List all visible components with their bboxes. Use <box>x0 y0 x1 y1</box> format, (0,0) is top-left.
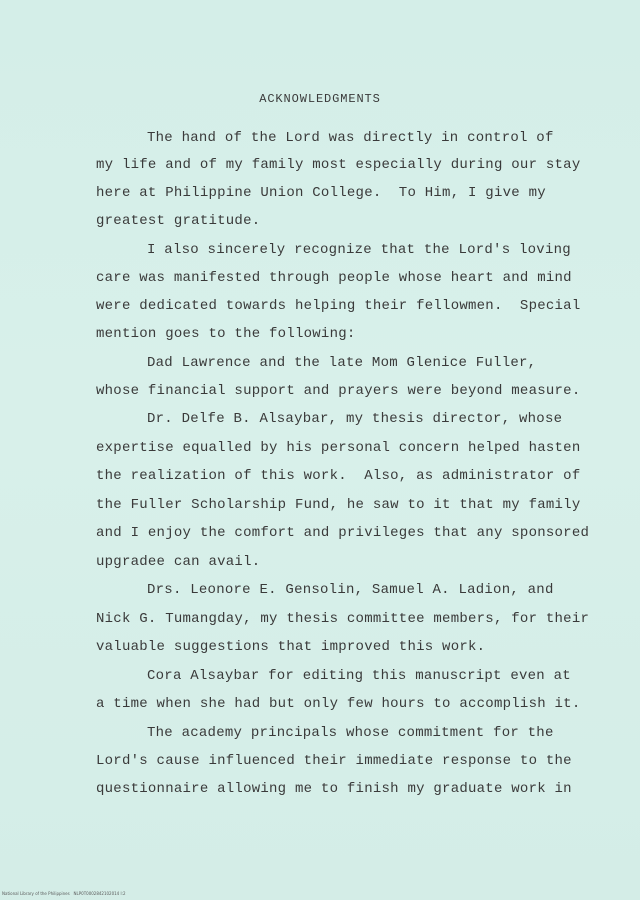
body-line: valuable suggestions that improved this work. <box>96 639 486 655</box>
page-title: ACKNOWLEDGMENTS <box>259 92 381 106</box>
body-line: greatest gratitude. <box>96 213 261 229</box>
body-line: Lord's cause influenced their immediate response to the <box>96 753 572 769</box>
body-line: upgradee can avail. <box>96 554 261 570</box>
body-line: whose financial support and prayers were beyond measure. <box>96 383 581 399</box>
body-line: Drs. Leonore E. Gensolin, Samuel A. Ladion, and <box>147 582 554 598</box>
body-line: a time when she had but only few hours to accomplish it. <box>96 696 581 712</box>
body-line: Cora Alsaybar for editing this manuscript even at <box>147 668 571 684</box>
body-line: mention goes to the following: <box>96 326 356 342</box>
archive-footer: National Library of the Philippines NLP0T0002842102014 l:2 <box>2 891 126 896</box>
body-line: care was manifested through people whose heart and mind <box>96 270 572 286</box>
body-line: were dedicated towards helping their fellowmen. Special <box>96 298 581 314</box>
body-line: the Fuller Scholarship Fund, he saw to it that my family <box>96 497 581 513</box>
body-line: questionnaire allowing me to finish my graduate work in <box>96 781 572 797</box>
body-line: I also sincerely recognize that the Lord's loving <box>147 242 571 258</box>
body-line: The academy principals whose commitment for the <box>147 725 554 741</box>
body-line: expertise equalled by his personal concern helped hasten <box>96 440 581 456</box>
body-line: here at Philippine Union College. To Him, I give my <box>96 185 546 201</box>
body-line: Dad Lawrence and the late Mom Glenice Fuller, <box>147 355 537 371</box>
body-line: the realization of this work. Also, as administrator of <box>96 468 581 484</box>
body-line: Nick G. Tumangday, my thesis committee members, for their <box>96 611 590 627</box>
body-line: and I enjoy the comfort and privileges that any sponsored <box>96 525 590 541</box>
body-line: my life and of my family most especially during our stay <box>96 157 581 173</box>
body-line: Dr. Delfe B. Alsaybar, my thesis director, whose <box>147 411 563 427</box>
body-line: The hand of the Lord was directly in control of <box>147 130 554 146</box>
